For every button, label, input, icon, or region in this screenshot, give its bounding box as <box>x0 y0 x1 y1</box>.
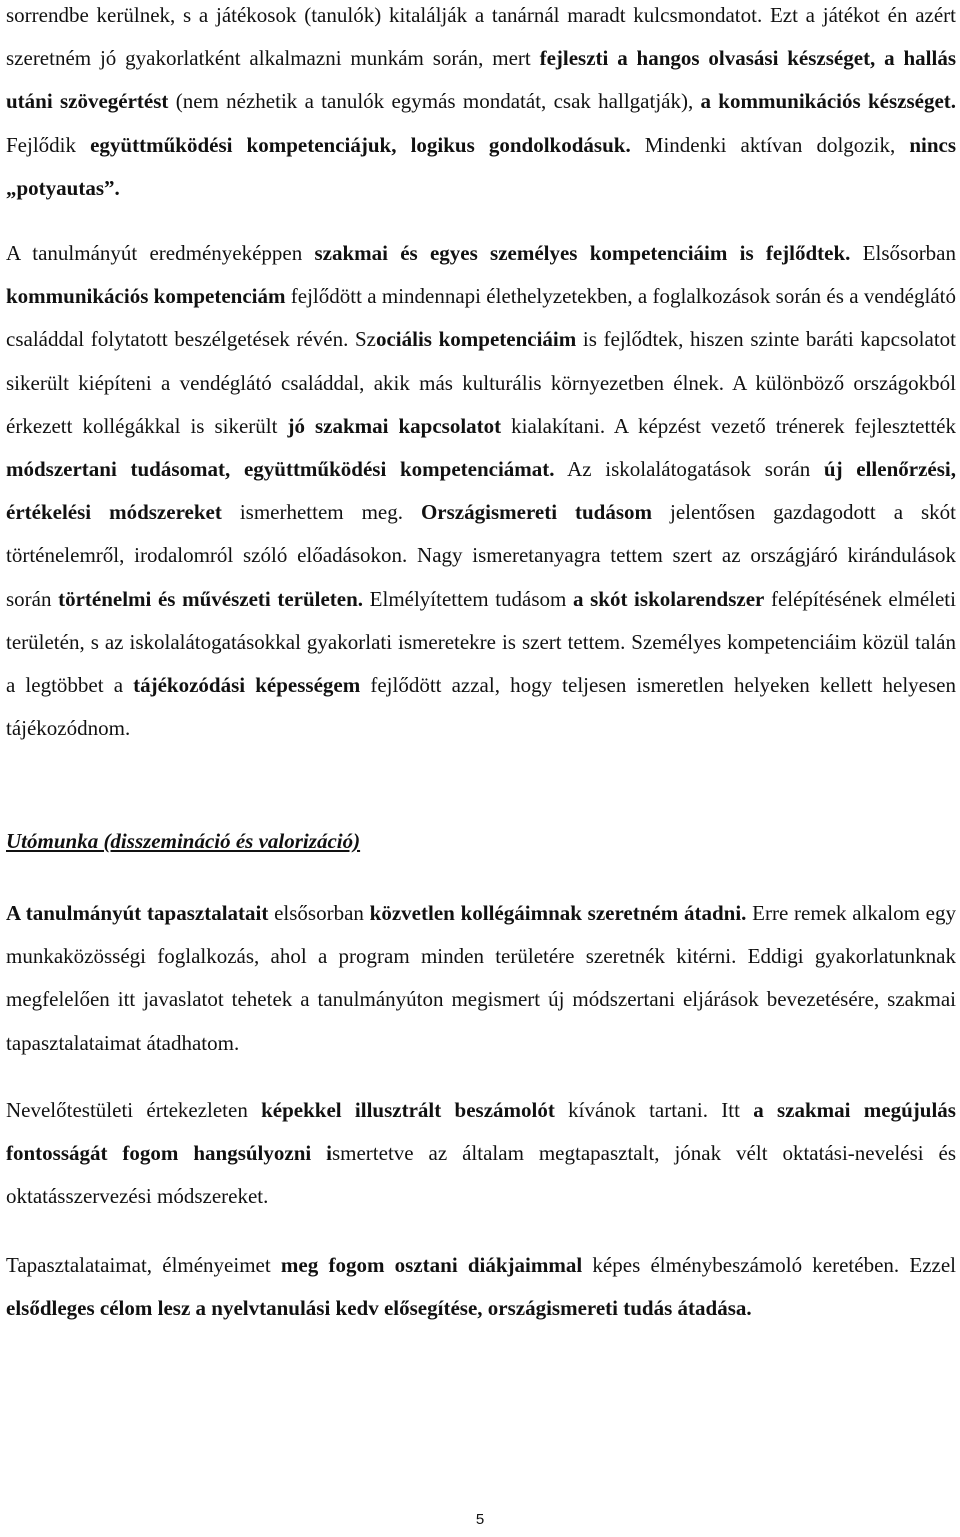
paragraph-competencies <box>6 232 956 750</box>
text-span: jelentősen gazdagodott a skót történelemről, irodalomról szóló előadásokon. Nagy ismeretanyagra tettem szert az országjáró kirándulások során <box>6 500 956 611</box>
text-span: smertetve az általam megtapasztalt, jónak vélt oktatási-nevelési és oktatásszervezési módszereket. <box>6 1141 956 1209</box>
text-span: fejlődött a mindennapi élethelyzetekben, a foglalkozások során és a vendéglátó családdal folytatott beszélgetések révén. Sz <box>6 284 956 352</box>
text-span: sorrendbe kerülnek, s a játékosok (tanulók) kitalálják a tanárnál maradt kulcsmondatot. Ezt a játékot én azért szeretném jó gyakorlatként alkalmazni munkám során, mert <box>6 3 956 71</box>
paragraph-students <box>6 1244 956 1330</box>
section-heading-text: Utómunka (disszemináció és valorizáció) <box>6 829 361 853</box>
bold-text-span: A tanulmányút tapasztalatait <box>6 901 269 925</box>
text-span: Elsősorban <box>850 241 957 265</box>
text-span: Erre remek alkalom egy munkaközösségi foglalkozás, ahol a program minden területére szeretnék kitérni. Eddigi gyakorlatunknak megfelelően itt javaslatot tehetek a tanulmányúton megismert új módszertani eljárások bevezetésére, szakmai tapasztalataimat átadhatom. <box>6 901 956 1055</box>
bold-text-span: tájékozódási képességem <box>133 673 361 698</box>
bold-text-span: új ellenőrzési, értékelési módszereket <box>6 457 956 525</box>
bold-text-span: Országismereti tudásom <box>420 500 653 525</box>
text-span: fejlődött azzal, hogy teljesen ismeretlen helyeken kellett helyesen tájékozódnom. <box>6 673 956 741</box>
bold-text-span: fejleszti a hangos olvasási készséget, a hallás utáni szövegértést <box>6 46 956 114</box>
text-span: kialakítani. A képzést vezető trénerek fejlesztették <box>501 413 956 438</box>
bold-text-span: a szakmai megújulás fontosságát fogom hangsúlyozni i <box>6 1098 956 1166</box>
paragraph-game-description <box>6 0 956 210</box>
bold-text-span: együttműködési kompetenciájuk, logikus gondolkodásuk. <box>90 132 631 157</box>
text-span: felépítésének elméleti területén, s az iskolalátogatásokkal gyakorlati ismeretekre is szert tettem. Személyes kompetenciáim közül talán a legtöbbet a <box>6 586 956 698</box>
text-span: Fejlődik <box>6 132 91 157</box>
text-span: Mindenki aktívan dolgozik, <box>630 132 910 157</box>
bold-text-span: elsődleges célom lesz a nyelvtanulási kedv elősegítése, országismereti tudás átadása. <box>6 1296 752 1321</box>
text-span: A tanulmányút eredményeképpen <box>6 241 315 265</box>
bold-text-span: a kommunikációs készséget. <box>700 89 957 114</box>
bold-text-span: a skót iskolarendszer <box>573 586 765 611</box>
text-span: Az iskolalátogatások során <box>554 457 824 482</box>
text-span: képes élménybeszámoló keretében. Ezzel <box>582 1253 956 1277</box>
bold-text-span: ociális kompetenciáim <box>375 327 577 352</box>
bold-text-span: szakmai és egyes személyes kompetenciáim is fejlődtek. <box>314 241 851 265</box>
bold-text-span: történelmi és művészeti területen. <box>58 586 364 611</box>
bold-text-span: meg fogom osztani diákjaimmal <box>280 1253 583 1277</box>
text-span: Elmélyítettem tudásom <box>363 586 573 611</box>
paragraph-staff-meeting <box>6 1089 956 1219</box>
text-span: (nem nézhetik a tanulók egymás mondatát, csak hallgatják), <box>168 89 701 114</box>
text-span: ismerhettem meg. <box>221 500 421 525</box>
text-span: kívánok tartani. Itt <box>554 1098 754 1122</box>
bold-text-span: kommunikációs kompetenciám <box>6 284 286 309</box>
bold-text-span: képekkel illusztrált beszámolót <box>261 1098 555 1122</box>
text-span: Nevelőtestületi értekezleten <box>6 1098 262 1122</box>
bold-text-span: módszertani tudásomat, együttműködési kompetenciámat. <box>6 457 555 482</box>
text-span: is fejlődtek, hiszen szinte baráti kapcsolatot sikerült kiépíteni a vendéglátó családdal, akik más kulturális környezetben élnek. A különböző országokból érkezett kollégákkal is sikerült <box>6 327 957 438</box>
text-span: Tapasztalataimat, élményeimet <box>6 1253 281 1277</box>
page-number: 5 <box>475 1511 485 1528</box>
bold-text-span: közvetlen kollégáimnak szeretném átadni. <box>369 901 747 925</box>
section-heading-dissemination <box>6 820 956 863</box>
paragraph-sharing-with-colleagues <box>6 892 956 1065</box>
text-span: elsősorban <box>268 901 370 925</box>
bold-text-span: jó szakmai kapcsolatot <box>287 413 502 438</box>
bold-text-span: nincs „potyautas”. <box>6 132 956 200</box>
